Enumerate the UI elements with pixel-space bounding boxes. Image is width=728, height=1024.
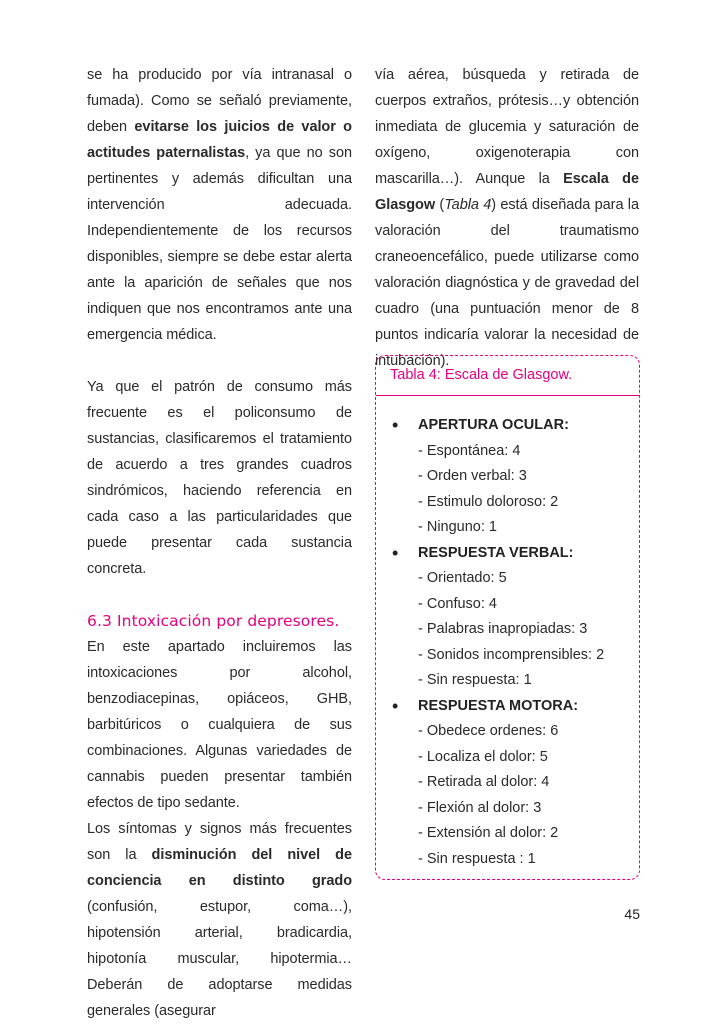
list-item: - Orden verbal: 3	[418, 468, 527, 484]
category-header	[376, 413, 639, 439]
paragraph-3: En este apartado incluiremos las intoxicaciones por alcohol, benzodiacepinas, opiáceos, GHB, barbitúricos o cualquiera de sus combinaciones. Algunas variedades de cannabis pueden presentar también efectos de tipo sedante.	[87, 639, 352, 811]
glasgow-bold: Escala de Glasgow	[375, 171, 639, 213]
table-title: Tabla 4: Escala de Glasgow.	[390, 367, 573, 383]
list-item: - Sin respuesta: 1	[418, 672, 532, 688]
section-heading: 6.3 Intoxicación por depresores.	[87, 612, 340, 630]
list-item: - Orientado: 5	[418, 570, 507, 586]
list-item: - Confuso: 4	[418, 595, 497, 612]
list-item: - Espontánea: 4	[418, 442, 521, 459]
left-column	[87, 62, 352, 1024]
paragraph-1-text-b: , ya que no son pertinentes y además dificultan una intervención adecuada. Independientemente de los recursos disponibles, siempre se debe estar alerta ante la aparición de señales que nos indiquen que nos encontramos ante una emergencia médica.	[87, 145, 352, 343]
paragraph-5-text-b: (	[435, 197, 445, 213]
list-item: - Estimulo doloroso: 2	[418, 493, 559, 510]
list-item: - Ninguno: 1	[418, 519, 497, 535]
category-title: RESPUESTA VERBAL:	[418, 544, 574, 561]
category-eye-opening	[376, 413, 639, 541]
paragraph-2: Ya que el patrón de consumo más frecuente es el policonsumo de sustancias, clasificaremos el tratamiento de acuerdo a tres grandes cuadros sindrómicos, haciendo referencia en cada caso a las particularidades que puede presentar cada sustancia concreta.	[87, 379, 352, 577]
paragraph-1	[87, 62, 352, 348]
bullet-icon: •	[392, 695, 399, 716]
category-title: RESPUESTA MOTORA:	[418, 697, 579, 714]
paragraph-1-text-a: se ha producido por vía intranasal o fumada). Como se señaló previamente, deben	[87, 67, 352, 135]
list-item: - Flexión al dolor: 3	[418, 799, 542, 816]
table-reference: Tabla 4	[444, 197, 492, 213]
bullet-icon: •	[392, 542, 399, 563]
category-title: APERTURA OCULAR:	[418, 417, 569, 433]
glasgow-table-box	[375, 355, 640, 880]
glasgow-list	[376, 413, 639, 872]
category-header	[376, 694, 639, 720]
paragraph-4-text-a: Los síntomas y signos más frecuentes son la	[87, 821, 352, 863]
paragraph-5-text-a: vía aérea, búsqueda y retirada de cuerpos extraños, prótesis…y obtención inmediata de glucemia y saturación de oxígeno, oxigenoterapia con mascarilla…). Aunque la	[375, 67, 639, 187]
paragraph-4-bold: disminución del nivel de conciencia en distinto grado	[87, 847, 352, 889]
list-item: - Palabras inapropiadas: 3	[418, 621, 588, 637]
list-item: - Retirada al dolor: 4	[418, 774, 550, 790]
category-motor-response	[376, 694, 639, 873]
list-item: - Sin respuesta : 1	[418, 850, 536, 867]
paragraph-5	[375, 62, 639, 374]
paragraph-4-text-b: (confusión, estupor, coma…), hipotensión arterial, bradicardia, hipotonía muscular, hipotermia… Deberán de adoptarse medidas generales (asegurar	[87, 899, 352, 1019]
list-item: - Sonidos incomprensibles: 2	[418, 646, 605, 663]
category-header	[376, 541, 639, 567]
table-divider	[376, 395, 639, 396]
paragraph-gap	[87, 348, 352, 374]
paragraph-4	[87, 816, 352, 1024]
list-item: - Extensión al dolor: 2	[418, 825, 559, 841]
page-number: 45	[624, 906, 640, 922]
bullet-icon: •	[392, 415, 399, 435]
right-column	[375, 62, 639, 374]
category-verbal-response	[376, 541, 639, 694]
list-item: - Localiza el dolor: 5	[418, 748, 548, 765]
paragraph-1-bold: evitarse los juicios de valor o actitudes paternalistas	[87, 119, 352, 161]
paragraph-gap	[87, 582, 352, 608]
list-item: - Obedece ordenes: 6	[418, 723, 559, 739]
paragraph-5-text-c: ) está diseñada para la valoración del traumatismo craneoencefálico, puede utilizarse como valoración diagnóstica y de gravedad del cuadro (una puntuación menor de 8 puntos indicaría valorar la necesidad de intubación).	[375, 197, 639, 369]
